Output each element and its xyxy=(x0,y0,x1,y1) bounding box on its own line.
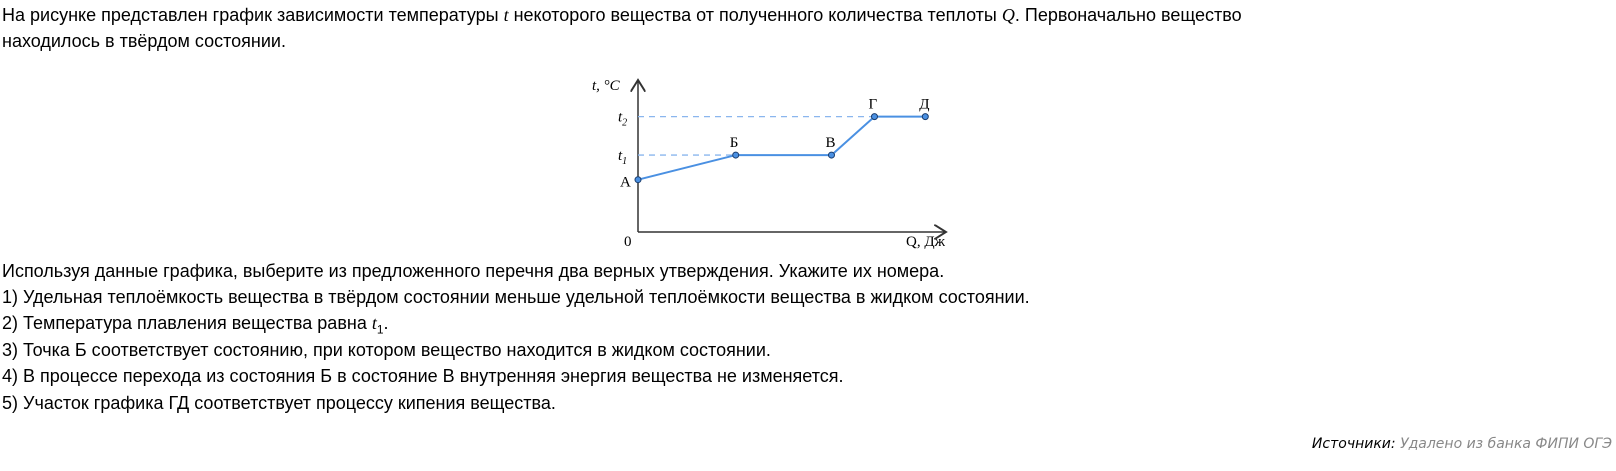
point-label: Д xyxy=(919,96,930,113)
data-point xyxy=(922,114,928,120)
series-line xyxy=(638,117,925,180)
origin-label: 0 xyxy=(624,234,632,250)
data-point xyxy=(871,114,877,120)
task-text: Используя данные графика, выберите из предложенного перечня два верных утверждения. Укажите их номера. xyxy=(2,261,945,281)
data-point xyxy=(828,152,834,158)
data-point xyxy=(733,152,739,158)
option-4: 4) В процессе перехода из состояния Б в состояние В внутренняя энергия вещества не изменяется. xyxy=(2,366,844,386)
data-point xyxy=(635,177,641,183)
point-label: Г xyxy=(868,96,878,113)
y-tick-label: $t_1$ xyxy=(618,148,628,168)
point-label: Б xyxy=(729,135,739,152)
question-intro: На рисунке представлен график зависимости температуры t некоторого вещества от полученного количества теплоты Q. Первоначально вещество xyxy=(2,5,1242,25)
option-5: 5) Участок графика ГД соответствует процессу кипения вещества. xyxy=(2,393,556,413)
source-note: Источники: Удалено из банка ФИПИ ОГЭ xyxy=(1311,436,1612,452)
option-2: 2) Температура плавления вещества равна $t_1$. xyxy=(2,313,389,337)
point-label: В xyxy=(825,135,836,152)
temperature-heat-chart xyxy=(580,70,960,255)
y-tick-label: $t_2$ xyxy=(618,109,628,129)
y-axis-label: t, °C xyxy=(592,78,620,94)
question-intro-line2: находилось в твёрдом состоянии. xyxy=(2,31,286,51)
point-label: А xyxy=(620,174,631,191)
source-link[interactable]: Удалено из банка ФИПИ ОГЭ xyxy=(1400,436,1612,452)
option-3: 3) Точка Б соответствует состоянию, при котором вещество находится в жидком состоянии. xyxy=(2,340,771,360)
option-1: 1) Удельная теплоёмкость вещества в твёрдом состоянии меньше удельной теплоёмкости вещества в жидком состоянии. xyxy=(2,287,1030,307)
x-axis-label: Q, Дж xyxy=(906,234,945,250)
